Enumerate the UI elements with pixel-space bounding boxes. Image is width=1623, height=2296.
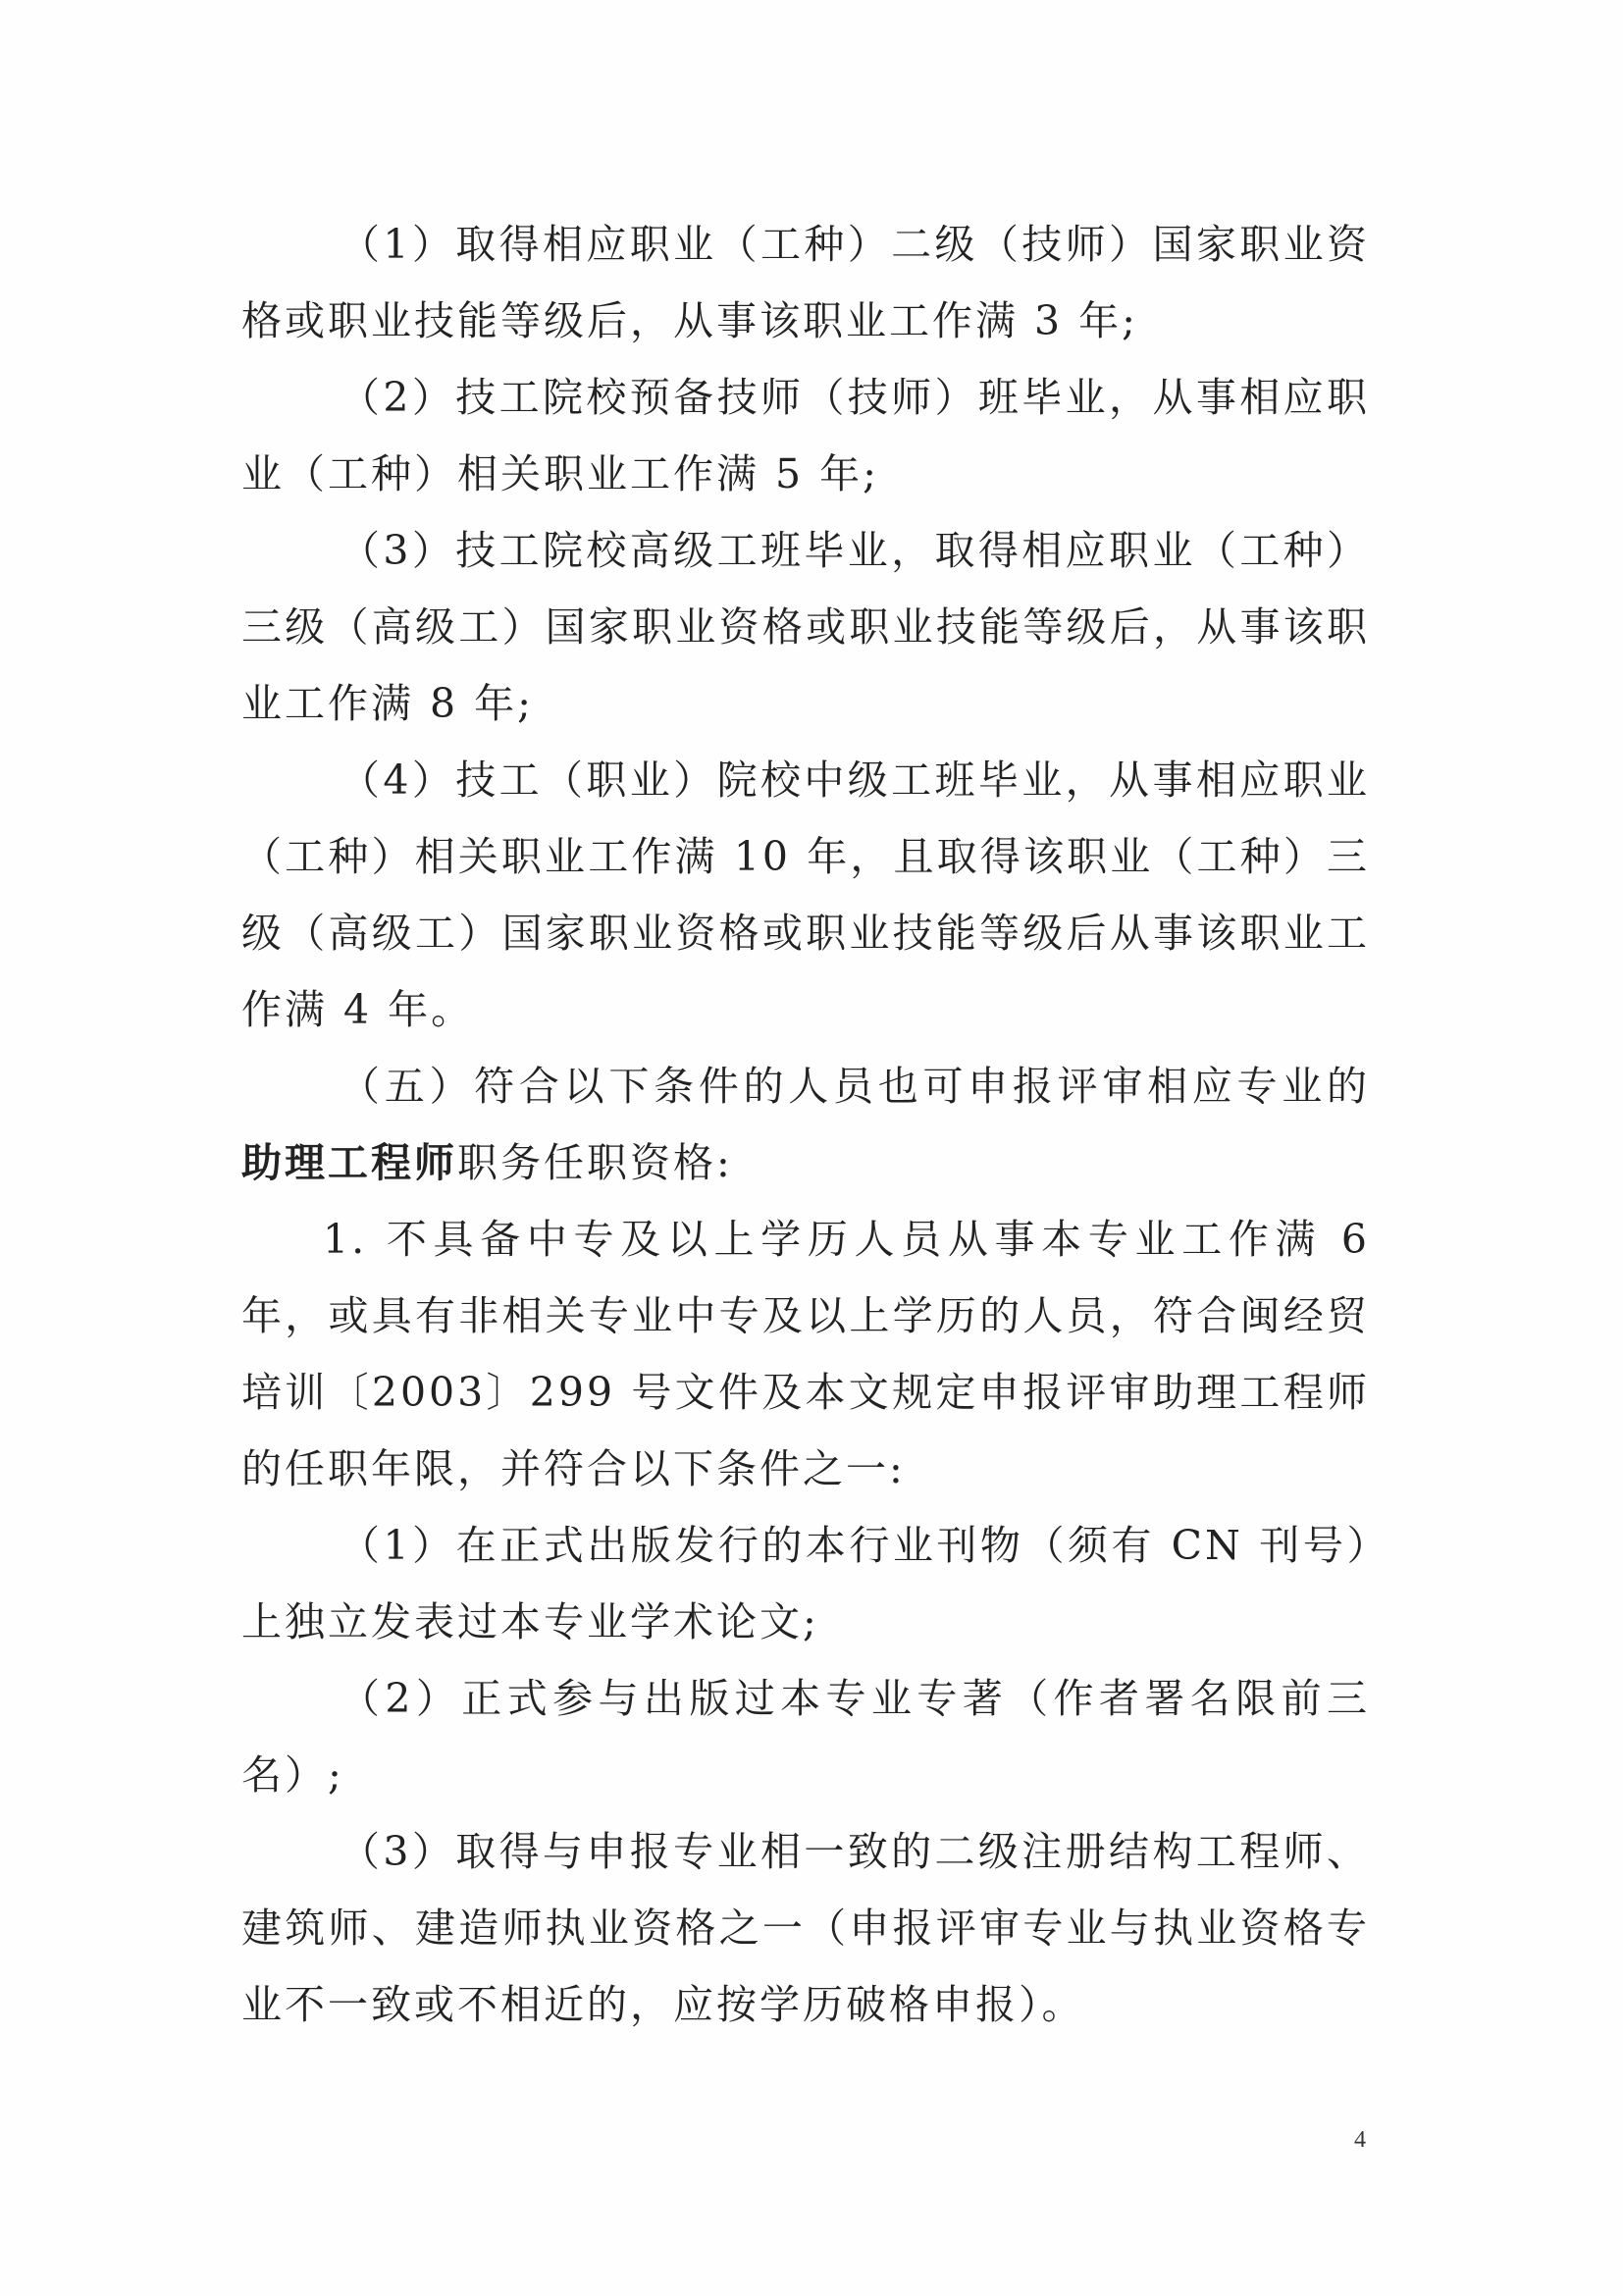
paragraph-4: （4）技工（职业）院校中级工班毕业，从事相应职业（工种）相关职业工作满 10 年，且取得该职业（工种）三级（高级工）国家职业资格或职业技能等级后从事该职业工作满 4 年。 bbox=[241, 757, 1370, 1033]
page-number: 4 bbox=[1354, 2127, 1366, 2153]
paragraph-9: （3）取得与申报专业相一致的二级注册结构工程师、建筑师、建造师执业资格之一（申报评审专业与执业资格专业不一致或不相近的，应按学历破格申报）。 bbox=[241, 1828, 1370, 2028]
document-body bbox=[241, 206, 1370, 2043]
paragraph-6: 1. 不具备中专及以上学历人员从事本专业工作满 6 年，或具有非相关专业中专及以上学历的人员，符合闽经贸培训〔2003〕299 号文件及本文规定申报评审助理工程师的任职年限，并符合以下条件之一: bbox=[241, 1216, 1370, 1492]
paragraph-5-lead: （五）符合以下条件的人员也可申报评审相应专业的 bbox=[340, 1063, 1370, 1110]
paragraph-3: （3）技工院校高级工班毕业，取得相应职业（工种）三级（高级工）国家职业资格或职业技能等级后，从事该职业工作满 8 年; bbox=[241, 527, 1370, 727]
paragraph-1: （1）取得相应职业（工种）二级（技师）国家职业资格或职业技能等级后，从事该职业工作满 3 年; bbox=[241, 221, 1370, 344]
paragraph-5-tail: 职务任职资格: bbox=[457, 1139, 733, 1186]
paragraph-7: （1）在正式出版发行的本行业刊物（须有 CN 刊号）上独立发表过本专业学术论文; bbox=[241, 1522, 1370, 1645]
paragraph-8: （2）正式参与出版过本专业专著（作者署名限前三名）; bbox=[241, 1675, 1370, 1799]
paragraph-5 bbox=[241, 1048, 1370, 1201]
paragraph-5-bold-title: 助理工程师 bbox=[241, 1139, 457, 1186]
paragraph-2: （2）技工院校预备技师（技师）班毕业，从事相应职业（工种）相关职业工作满 5 年; bbox=[241, 374, 1370, 497]
